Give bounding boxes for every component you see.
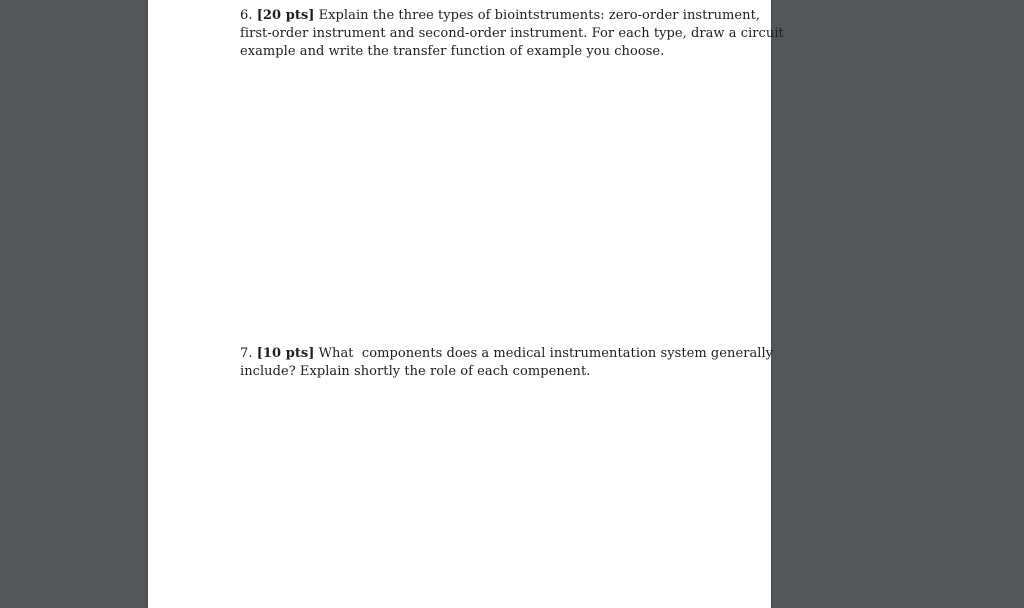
question-text: include? Explain shortly the role of each compenent.	[240, 364, 591, 379]
question-line	[240, 7, 761, 25]
question-7	[240, 345, 774, 381]
question-text: example and write the transfer function of example you choose.	[240, 44, 665, 59]
points-label: [20 pts]	[256, 8, 315, 23]
question-line	[240, 345, 774, 363]
question-text: What components does a medical instrumentation system generally	[318, 346, 774, 361]
document-page	[148, 0, 784, 608]
question-number: 6.	[240, 8, 253, 23]
question-number: 7.	[240, 346, 253, 361]
points-label: [10 pts]	[256, 346, 315, 361]
question-text: Explain the three types of biointstruments: zero-order instrument,	[318, 8, 761, 23]
question-text: first-order instrument and second-order instrument. For each type, draw a circuit	[240, 26, 784, 41]
question-6	[240, 7, 784, 61]
